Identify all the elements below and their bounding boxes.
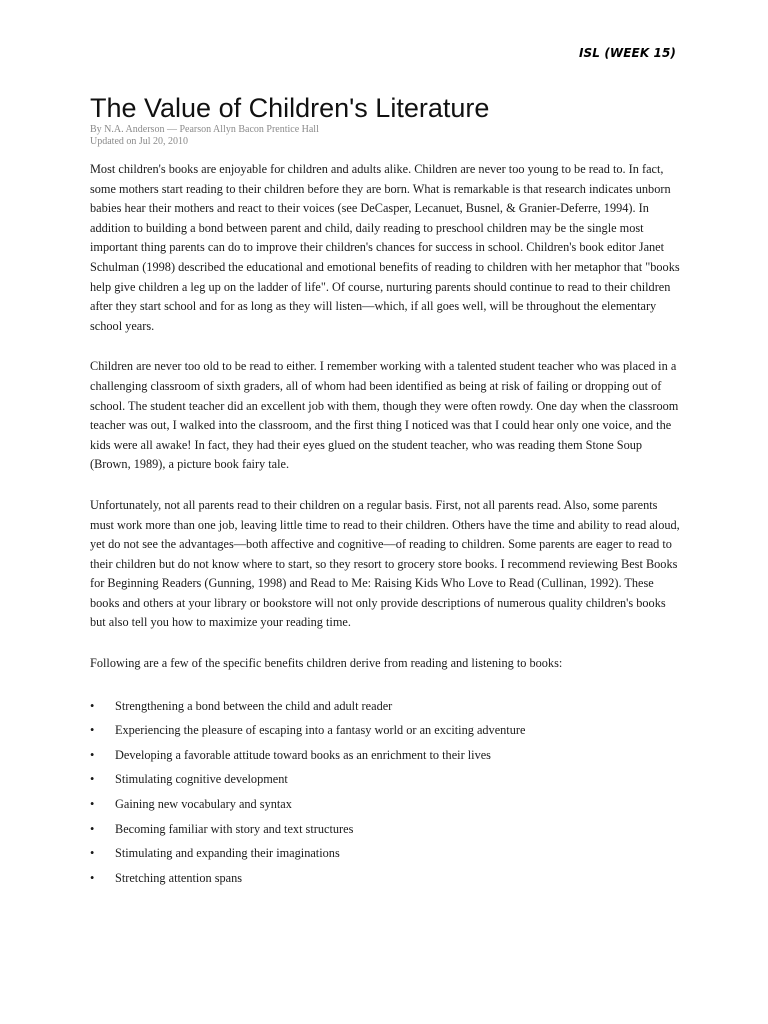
bullet-icon: •: [90, 846, 95, 861]
paragraph: Children are never too old to be read to either. I remember working with a talented student teacher who was placed in a challenging classroom of sixth graders, all of whom had been identified as being at risk of failing or dropping out of school. The student teacher did an excellent job with them, though they were often rowdy. One day when the classroom teacher was out, I walked into the classroom, and the first thing I noticed was that I could hear only one voice, and the kids were all awake! In fact, they had their eyes glued on the student teacher, who was reading them Stone Soup (Brown, 1989), a picture book fairy tale.: [90, 359, 679, 472]
article-title: The Value of Children's Literature: [90, 93, 490, 123]
list-item-text: Strengthening a bond between the child and adult reader: [115, 698, 393, 713]
benefits-list: [90, 694, 680, 891]
list-item: [90, 718, 680, 743]
paragraph: Most children's books are enjoyable for children and adults alike. Children are never too young to be read to. In fact, some mothers start reading to their children before they are born. What is remarkable is that research indicates unborn babies hear their mothers and react to their voices (see DeCasper, Lecanuet, Busnel, & Granier-Deferre, 1994). In addition to building a bond between parent and child, daily reading to preschool children may be the single most important thing parents can do to improve their children's chances for success in school. Children's book editor Janet Schulman (1998) described the educational and emotional benefits of reading to children with her metaphor that "books help give children a leg up on the ladder of life". Of course, nurturing parents should continue to read to their children after they start school and for as long as they will listen—which, if all goes well, will be throughout the elementary school years.: [90, 162, 680, 333]
article-body: [90, 160, 680, 890]
list-item-text: Developing a favorable attitude toward books as an enrichment to their lives: [115, 747, 491, 762]
article-updated-date: Updated on Jul 20, 2010: [90, 136, 189, 147]
bullet-icon: •: [90, 723, 95, 738]
benefits-intro: Following are a few of the specific benefits children derive from reading and listening to books:: [90, 656, 563, 671]
list-item-text: Experiencing the pleasure of escaping into a fantasy world or an exciting adventure: [115, 723, 526, 738]
bullet-icon: •: [90, 797, 95, 812]
list-item: [90, 866, 680, 891]
bullet-icon: •: [90, 747, 95, 762]
paragraph: Unfortunately, not all parents read to their children on a regular basis. First, not all parents read. Also, some parents must work more than one job, leaving little time to read to their children. Others have the time and ability to read aloud, yet do not see the advantages—both affective and cognitive—of reading to children. Some parents are eager to read to their children but do not know where to start, so they resort to grocery store books. I recommend reviewing Best Books for Beginning Readers (Gunning, 1998) and Read to Me: Raising Kids Who Love to Read (Cullinan, 1992). These books and others at your library or bookstore will not only provide descriptions of numerous quality children's books but also tell you how to maximize your reading time.: [90, 497, 680, 630]
bullet-icon: •: [90, 821, 95, 836]
bullet-icon: •: [90, 772, 95, 787]
list-item-text: Becoming familiar with story and text structures: [115, 821, 354, 836]
week-tag: ISL (WEEK 15): [578, 46, 676, 60]
list-item: [90, 841, 680, 866]
list-item-text: Stimulating and expanding their imaginations: [115, 846, 340, 861]
list-item: [90, 694, 680, 719]
bullet-icon: •: [90, 698, 95, 713]
list-item: [90, 817, 680, 842]
list-item: [90, 767, 680, 792]
bullet-icon: •: [90, 870, 95, 885]
list-item-text: Gaining new vocabulary and syntax: [115, 797, 292, 812]
list-item: [90, 792, 680, 817]
list-item-text: Stretching attention spans: [115, 870, 243, 885]
list-item: [90, 743, 680, 768]
list-item-text: Stimulating cognitive development: [115, 772, 288, 787]
article-byline: By N.A. Anderson — Pearson Allyn Bacon Prentice Hall: [90, 124, 319, 135]
